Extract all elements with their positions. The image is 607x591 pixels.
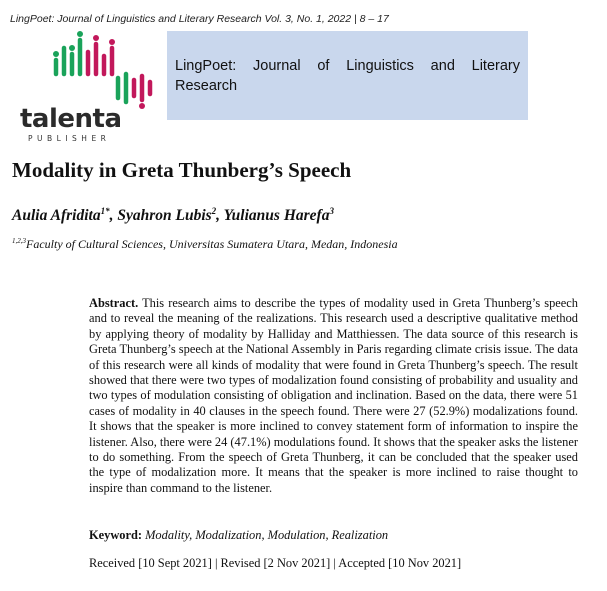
affiliation-sup: 1,2,3: [12, 237, 26, 245]
abstract-label: Abstract.: [89, 296, 139, 310]
author-sup: 1*: [100, 206, 110, 216]
submission-dates: Received [10 Sept 2021] | Revised [2 Nov 2021] | Accepted [10 Nov 2021]: [89, 556, 462, 570]
abstract: [89, 296, 578, 496]
running-header: LingPoet: Journal of Linguistics and Literary Research Vol. 3, No. 1, 2022 | 8 – 17: [10, 13, 389, 25]
publisher-logo: [8, 30, 166, 143]
author-separator: ,: [109, 207, 118, 225]
author-sup: 2: [211, 206, 217, 216]
article-title: Modality in Greta Thunberg’s Speech: [12, 158, 352, 182]
author-name: Syahron Lubis: [117, 207, 212, 225]
keyword-list: Modality, Modalization, Modulation, Realization: [145, 528, 389, 542]
author-list: [12, 206, 334, 225]
logo-subtitle: PUBLISHER: [28, 134, 111, 143]
author-name: Aulia Afridita: [12, 207, 101, 225]
author-sup: 3: [329, 206, 334, 216]
logo-wordmark: talenta: [20, 104, 122, 134]
author-name: Yulianus Harefa: [223, 207, 330, 225]
keywords: [89, 528, 388, 543]
author-separator: ,: [216, 207, 224, 225]
affiliation: [12, 237, 398, 252]
journal-name-box: [167, 31, 528, 120]
affiliation-text: Faculty of Cultural Sciences, Universitas Sumatera Utara, Medan, Indonesia: [26, 237, 398, 251]
keyword-label: Keyword:: [89, 528, 142, 542]
abstract-text: This research aims to describe the types of modality used in Greta Thunberg’s speech and to reveal the meaning of the realizations. This research used a descriptive qualitative method by applying theory of modality by Halliday and Matthiessen. The data source of this research is Greta Thunberg’s speech at the National Assembly in Paris regarding climate crisis issue. The data of this research were all kinds of modality that were found in Greta Thunberg’s speech. The result showed that there were two types of modalization found consisting of probability and usuality and two types of modulation consisting of obligation and inclination. Based on the data, there were 51 cases of modality in 40 clauses in the speech found. There were 27 (52.9%) modalizations found. It shows that the speaker is more inclined to convey statement form of information to inspire the listener. Also, there were 24 (47.1%) modulations found. It shows that the speaker asks the listener to do something. From the speech of Greta Thunberg, it can be concluded that the speaker used the type of modalization more. It means that the speaker is more inclined to raise thought to inspire than command to the listener.: [89, 296, 578, 495]
journal-name: LingPoet: Journal of Linguistics and Literary Research: [175, 58, 520, 94]
